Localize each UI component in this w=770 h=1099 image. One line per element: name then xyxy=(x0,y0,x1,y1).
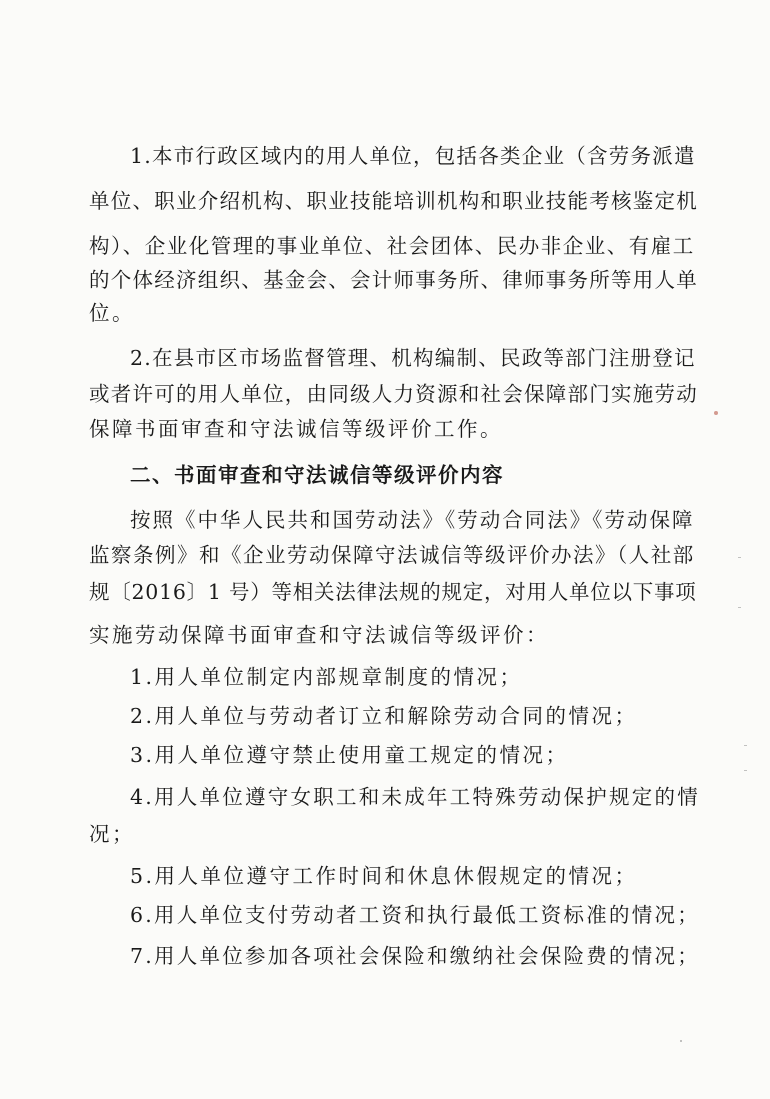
paragraph-line: 2.在县市区市场监督管理、机构编制、民政等部门注册登记 xyxy=(130,346,696,370)
list-item: 6.用人单位支付劳动者工资和执行最低工资标准的情况； xyxy=(130,903,701,927)
list-item: 2.用人单位与劳动者订立和解除劳动合同的情况； xyxy=(130,704,638,728)
list-item: 3.用人单位遵守禁止使用童工规定的情况； xyxy=(130,743,569,767)
scan-mark xyxy=(744,745,747,746)
paragraph-line: 规〔2016〕1 号）等相关法律法规的规定，对用人单位以下事项 xyxy=(89,580,697,604)
list-item: 7.用人单位参加各项社会保险和缴纳社会保险费的情况； xyxy=(130,944,701,968)
scan-mark xyxy=(680,1040,682,1042)
paragraph-line: 位。 xyxy=(89,301,135,325)
section-heading: 二、书面审查和守法诚信等级评价内容 xyxy=(130,463,504,487)
list-item: 况； xyxy=(89,822,135,846)
paragraph-line: 实施劳动保障书面审查和守法诚信等级评价： xyxy=(89,623,549,647)
paragraph-line: 单位、职业介绍机构、职业技能培训机构和职业技能考核鉴定机 xyxy=(89,189,698,213)
paragraph-line: 监察条例》和《企业劳动保障守法诚信等级评价办法》（人社部 xyxy=(89,543,695,567)
list-item: 4.用人单位遵守女职工和未成年工特殊劳动保护规定的情 xyxy=(130,785,701,809)
paragraph-line: 按照《中华人民共和国劳动法》《劳动合同法》《劳动保障 xyxy=(130,508,695,532)
paragraph-line: 1.本市行政区域内的用人单位，包括各类企业（含劳务派遣 xyxy=(130,144,696,168)
paragraph-line: 或者许可的用人单位，由同级人力资源和社会保障部门实施劳动 xyxy=(89,382,698,406)
scan-mark xyxy=(738,557,741,558)
list-item: 5.用人单位遵守工作时间和休息休假规定的情况； xyxy=(130,864,638,888)
scan-mark xyxy=(744,770,747,771)
list-item: 1.用人单位制定内部规章制度的情况； xyxy=(130,665,523,689)
paragraph-line: 保障书面审查和守法诚信等级评价工作。 xyxy=(89,417,503,441)
paragraph-line: 的个体经济组织、基金会、会计师事务所、律师事务所等用人单 xyxy=(89,268,698,292)
paragraph-line: 构）、企业化管理的事业单位、社会团体、民办非企业、有雇工 xyxy=(89,234,695,258)
scan-mark xyxy=(738,607,741,608)
scan-speck xyxy=(714,411,718,415)
